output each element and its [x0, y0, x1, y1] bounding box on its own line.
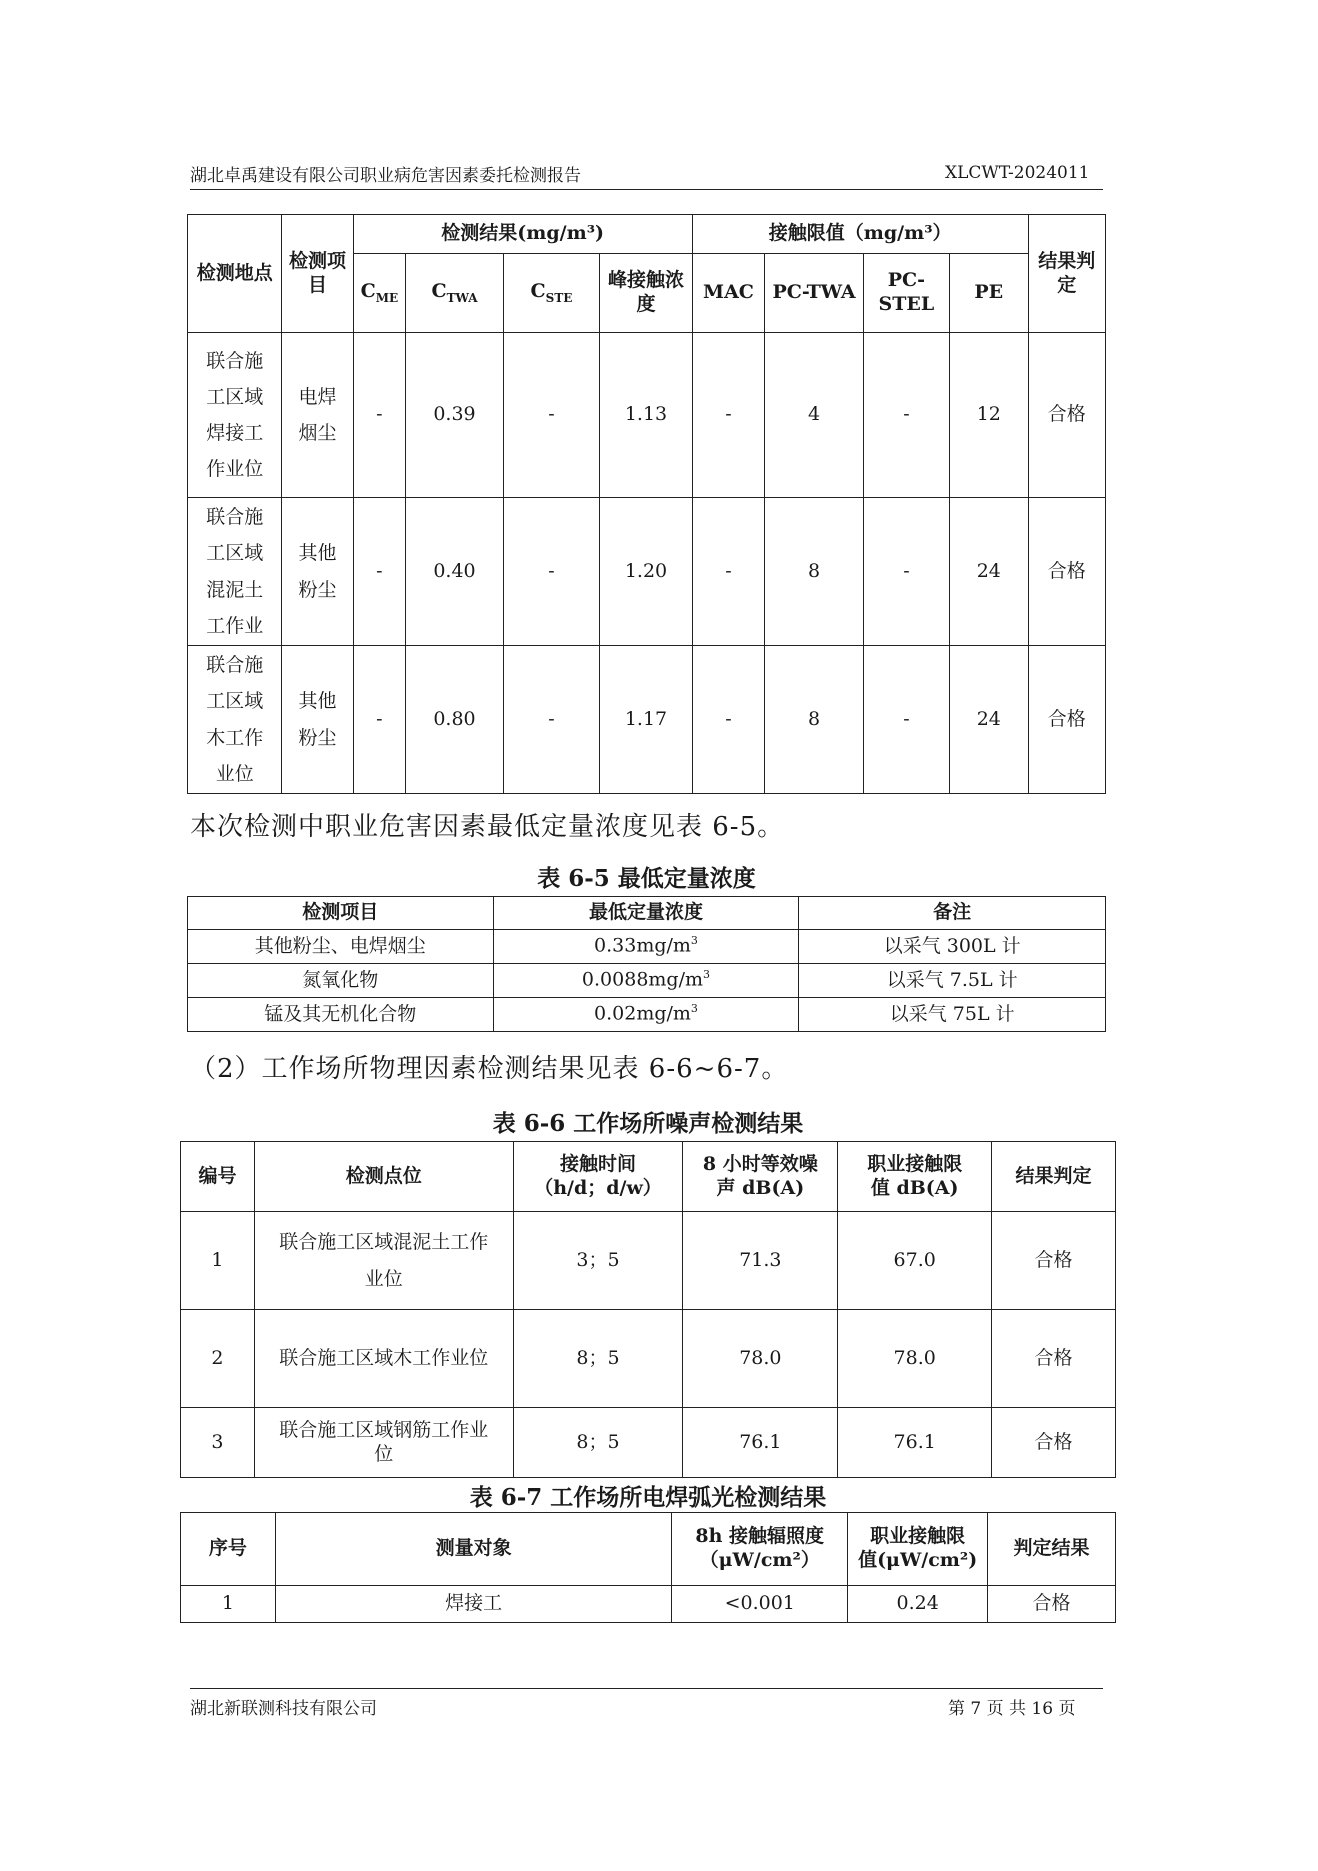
table-row [181, 1310, 1116, 1408]
col-pcstel: PC-STEL [863, 254, 949, 333]
cell-item: 其他粉尘 [282, 646, 353, 794]
col-site: 检测地点 [188, 215, 282, 333]
cell-pcstel: - [863, 646, 949, 794]
cell-object: 焊接工 [275, 1586, 671, 1623]
cell-site: 联合施工区域混泥土工作业 [188, 498, 282, 646]
cell-item: 氮氧化物 [188, 964, 494, 998]
cell-mac: - [692, 333, 764, 498]
cell-site: 联合施工区域木工作业位 [254, 1310, 513, 1408]
col-cme: $C_{ME}$ [353, 254, 406, 333]
cell-pe: 24 [950, 498, 1029, 646]
cell-item: 其他粉尘 [282, 498, 353, 646]
col-note: 备注 [799, 897, 1106, 930]
cell-irradiance: <0.001 [672, 1586, 848, 1623]
cell-note: 以采气 7.5L 计 [799, 964, 1106, 998]
cell-no: 2 [181, 1310, 255, 1408]
table-row [188, 646, 1106, 794]
cell-limit: 67.0 [838, 1212, 992, 1310]
cell-judge: 合格 [992, 1310, 1116, 1408]
cell-site: 联合施工区域混泥土工作业位 [254, 1212, 513, 1310]
col-site: 检测点位 [254, 1142, 513, 1212]
cell-judge: 合格 [1028, 333, 1105, 498]
cell-item: 锰及其无机化合物 [188, 998, 494, 1032]
table-row [181, 1408, 1116, 1478]
cell-cste: - [503, 646, 599, 794]
cell-no: 3 [181, 1408, 255, 1478]
col-item: 检测项目 [282, 215, 353, 333]
cell-judge: 合格 [988, 1586, 1116, 1623]
cell-cste: - [503, 333, 599, 498]
col-limit: 职业接触限 值(μW/cm²) [848, 1513, 988, 1586]
cell-note: 以采气 75L 计 [799, 998, 1106, 1032]
dust-results-table [187, 214, 1106, 794]
table-67-caption: 表 6-7 工作场所电焊弧光检测结果 [469, 1484, 827, 1511]
col-ctwa: $C_{TWA}$ [406, 254, 504, 333]
col-no: 编号 [181, 1142, 255, 1212]
cell-cme: - [353, 498, 406, 646]
col-result-group: 检测结果(mg/m³) [353, 215, 692, 254]
cell-judge: 合格 [992, 1212, 1116, 1310]
cell-site: 联合施工区域钢筋工作业位 [254, 1408, 513, 1478]
col-judge: 结果判定 [992, 1142, 1116, 1212]
footer-company: 湖北新联测科技有限公司 [190, 1699, 377, 1719]
cell-limit: 76.1 [838, 1408, 992, 1478]
cell-ctwa: 0.40 [406, 498, 504, 646]
table-row [188, 333, 1106, 498]
cell-pcstel: - [863, 498, 949, 646]
table-row [188, 498, 1106, 646]
cell-peak: 1.17 [600, 646, 693, 794]
cell-lod: $0.33mg/m^3$ [493, 930, 799, 964]
table-row [188, 964, 1106, 998]
cell-time: 8；5 [513, 1310, 683, 1408]
cell-leq: 76.1 [683, 1408, 838, 1478]
cell-lod: $0.02mg/m^3$ [493, 998, 799, 1032]
cell-pe: 12 [950, 333, 1029, 498]
report-code: XLCWT-2024011 [945, 163, 1090, 183]
cell-cme: - [353, 333, 406, 498]
paragraph-physical: （2）工作场所物理因素检测结果见表 6-6~6-7。 [190, 1054, 789, 1084]
col-pe: PE [950, 254, 1029, 333]
col-time: 接触时间 （h/d；d/w） [513, 1142, 683, 1212]
col-cste: $C_{STE}$ [503, 254, 599, 333]
cell-item: 其他粉尘、电焊烟尘 [188, 930, 494, 964]
col-irradiance: 8h 接触辐照度 （μW/cm²） [672, 1513, 848, 1586]
cell-time: 8；5 [513, 1408, 683, 1478]
col-limit: 职业接触限 值 dB(A) [838, 1142, 992, 1212]
cell-ctwa: 0.39 [406, 333, 504, 498]
cell-item: 电焊烟尘 [282, 333, 353, 498]
table-row [188, 930, 1106, 964]
table-row [188, 998, 1106, 1032]
footer-rule [190, 1688, 1103, 1689]
col-judge: 判定结果 [988, 1513, 1116, 1586]
cell-limit: 78.0 [838, 1310, 992, 1408]
cell-pctwa: 4 [765, 333, 864, 498]
arc-light-table [180, 1512, 1116, 1623]
cell-mac: - [692, 498, 764, 646]
col-lod: 最低定量浓度 [493, 897, 799, 930]
header-rule [190, 189, 1103, 190]
cell-no: 1 [181, 1212, 255, 1310]
table-row [181, 1212, 1116, 1310]
table-66-caption: 表 6-6 工作场所噪声检测结果 [492, 1110, 804, 1137]
cell-limit: 0.24 [848, 1586, 988, 1623]
col-judge: 结果判定 [1028, 215, 1105, 333]
page-number: 第 7 页 共 16 页 [948, 1699, 1076, 1719]
cell-time: 3；5 [513, 1212, 683, 1310]
cell-leq: 71.3 [683, 1212, 838, 1310]
cell-pctwa: 8 [765, 498, 864, 646]
cell-note: 以采气 300L 计 [799, 930, 1106, 964]
cell-cste: - [503, 498, 599, 646]
cell-pcstel: - [863, 333, 949, 498]
cell-site: 联合施工区域焊接工作业位 [188, 333, 282, 498]
paragraph-lod: 本次检测中职业危害因素最低定量浓度见表 6-5。 [190, 812, 785, 842]
col-no: 序号 [181, 1513, 276, 1586]
cell-judge: 合格 [1028, 646, 1105, 794]
col-pctwa: PC-TWA [765, 254, 864, 333]
cell-pctwa: 8 [765, 646, 864, 794]
noise-table [180, 1141, 1116, 1478]
cell-cme: - [353, 646, 406, 794]
table-row [181, 1586, 1116, 1623]
lod-table [187, 896, 1106, 1032]
cell-peak: 1.20 [600, 498, 693, 646]
cell-lod: $0.0088mg/m^3$ [493, 964, 799, 998]
col-peak: 峰接触浓度 [600, 254, 693, 333]
col-limit-group: 接触限值（mg/m³） [692, 215, 1028, 254]
header-title: 湖北卓禹建设有限公司职业病危害因素委托检测报告 [190, 166, 581, 186]
cell-judge: 合格 [1028, 498, 1105, 646]
col-leq: 8 小时等效噪 声 dB(A) [683, 1142, 838, 1212]
cell-no: 1 [181, 1586, 276, 1623]
cell-ctwa: 0.80 [406, 646, 504, 794]
cell-site: 联合施工区域木工作业位 [188, 646, 282, 794]
cell-peak: 1.13 [600, 333, 693, 498]
col-item: 检测项目 [188, 897, 494, 930]
cell-leq: 78.0 [683, 1310, 838, 1408]
table-65-caption: 表 6-5 最低定量浓度 [537, 865, 756, 892]
cell-mac: - [692, 646, 764, 794]
col-object: 测量对象 [275, 1513, 671, 1586]
cell-judge: 合格 [992, 1408, 1116, 1478]
cell-pe: 24 [950, 646, 1029, 794]
col-mac: MAC [692, 254, 764, 333]
